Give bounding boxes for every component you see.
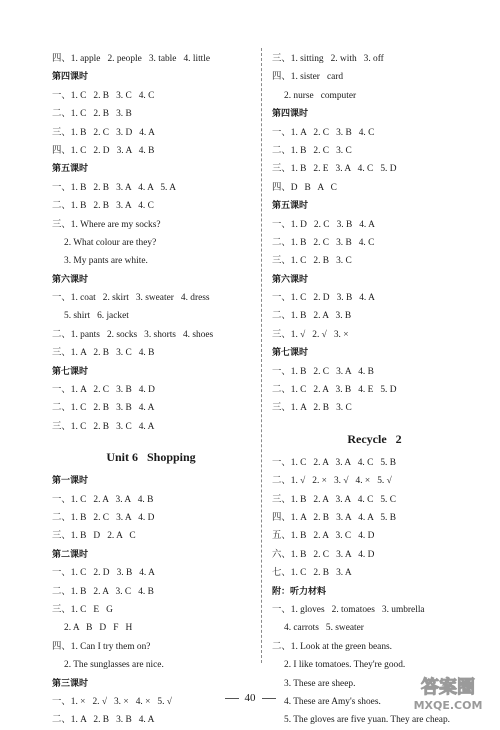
answer-line: 二、1. C 2. B 3. B 4. A bbox=[52, 403, 155, 414]
answer-line: 二、1. √ 2. × 3. √ 4. × 5. √ bbox=[272, 476, 392, 487]
answer-line: 一、1. coat 2. skirt 3. sweater 4. dress bbox=[52, 293, 210, 304]
watermark-url: MXQE.COM bbox=[413, 699, 483, 712]
answer-line: 二、1. B 2. C 3. A 4. D bbox=[52, 512, 155, 523]
answer-line: 三、1. B D 2. A C bbox=[52, 531, 136, 542]
answer-line: 三、1. B 2. E 3. A 4. C 5. D bbox=[272, 164, 397, 175]
lesson-heading: 第六课时 bbox=[52, 274, 89, 285]
answer-line: 5. shirt 6. jacket bbox=[64, 311, 129, 322]
answer-line: 二、1. B 2. A 3. B bbox=[272, 311, 352, 322]
answer-line: 4. carrots 5. sweater bbox=[284, 623, 364, 634]
answer-line: 一、1. B 2. C 3. A 4. B bbox=[272, 366, 374, 377]
answer-line: 四、D B A C bbox=[272, 182, 337, 193]
answer-line: 四、1. apple 2. people 3. table 4. little bbox=[52, 54, 211, 64]
answer-line: 二、1. B 2. A 3. C 4. B bbox=[52, 586, 154, 597]
answer-line: 3. These are sheep. bbox=[284, 678, 356, 689]
answer-line: 三、1. C 2. B 3. C 4. A bbox=[52, 421, 155, 432]
site-watermark-logo bbox=[402, 671, 494, 715]
unit-title: Recycle 2 bbox=[347, 431, 402, 446]
answer-line: 三、1. A 2. B 3. C bbox=[272, 403, 352, 414]
answer-line: 4. These are Amy's shoes. bbox=[284, 696, 381, 707]
page-number-dash-right bbox=[262, 698, 276, 699]
answer-line: 三、1. sitting 2. with 3. off bbox=[272, 54, 384, 64]
lesson-heading: 第二课时 bbox=[52, 549, 89, 560]
watermark-text: 答案圈 bbox=[421, 677, 475, 698]
answer-line: 三、1. √ 2. √ 3. × bbox=[272, 329, 349, 340]
answer-line: 二、1. Look at the green beans. bbox=[272, 641, 393, 652]
page-number-dash-left bbox=[225, 698, 239, 699]
lesson-heading: 第四课时 bbox=[52, 72, 89, 83]
answer-line: 一、1. gloves 2. tomatoes 3. umbrella bbox=[272, 604, 425, 615]
lesson-heading: 第五课时 bbox=[52, 164, 89, 175]
answer-line: 2. The sunglasses are nice. bbox=[64, 660, 164, 671]
answer-line: 一、1. B 2. B 3. A 4. A 5. A bbox=[52, 182, 176, 193]
left-answer-column bbox=[52, 50, 250, 730]
answer-line: 一、1. A 2. C 3. B 4. D bbox=[52, 385, 155, 396]
answer-line: 二、1. B 2. C 3. C bbox=[272, 145, 352, 156]
lesson-heading: 第五课时 bbox=[272, 201, 309, 212]
answer-line: 一、1. D 2. C 3. B 4. A bbox=[272, 219, 375, 230]
answer-line: 三、1. Where are my socks? bbox=[52, 219, 161, 230]
answer-line: 3. My pants are white. bbox=[64, 256, 148, 267]
answer-line: 一、1. C 2. D 3. B 4. A bbox=[52, 568, 155, 579]
answer-line: 四、1. Can I try them on? bbox=[52, 641, 151, 652]
answer-line: 三、1. B 2. A 3. A 4. C 5. C bbox=[272, 494, 396, 505]
answer-line: 一、1. C 2. A 3. A 4. B bbox=[52, 494, 154, 505]
lesson-heading: 第一课时 bbox=[52, 476, 89, 487]
answer-line: 二、1. pants 2. socks 3. shorts 4. shoes bbox=[52, 329, 214, 340]
answer-line: 一、1. × 2. √ 3. × 4. × 5. √ bbox=[52, 696, 172, 707]
answer-line: 二、1. C 2. B 3. B bbox=[52, 109, 132, 120]
answer-line: 七、1. C 2. B 3. A bbox=[272, 568, 352, 579]
answer-line: 一、1. C 2. B 3. C 4. C bbox=[52, 90, 155, 101]
answer-line: 一、1. C 2. A 3. A 4. C 5. B bbox=[272, 457, 396, 468]
answer-line: 三、1. B 2. C 3. D 4. A bbox=[52, 127, 155, 138]
answer-line: 五、1. B 2. A 3. C 4. D bbox=[272, 531, 375, 542]
answer-line: 四、1. C 2. D 3. A 4. B bbox=[52, 145, 155, 156]
lesson-heading: 第七课时 bbox=[272, 348, 309, 359]
lesson-heading: 第七课时 bbox=[52, 366, 89, 377]
unit-title: Unit 6 Shopping bbox=[106, 450, 196, 465]
answer-line: 2. I like tomatoes. They're good. bbox=[284, 660, 406, 671]
answer-line: 四、1. sister card bbox=[272, 72, 344, 83]
column-divider bbox=[261, 48, 262, 663]
answer-line: 二、1. C 2. A 3. B 4. E 5. D bbox=[272, 385, 397, 396]
answer-line: 三、1. C 2. B 3. C bbox=[272, 256, 352, 267]
page-number: 40 bbox=[244, 692, 256, 704]
answer-line: 一、1. A 2. C 3. B 4. C bbox=[272, 127, 375, 138]
lesson-heading: 附：听力材料 bbox=[272, 586, 327, 597]
answer-line: 2. A B D F H bbox=[64, 623, 133, 634]
answer-line: 二、1. B 2. B 3. A 4. C bbox=[52, 201, 154, 212]
answer-line: 5. The gloves are five yuan. They are cheap. bbox=[284, 715, 450, 726]
lesson-heading: 第三课时 bbox=[52, 678, 89, 689]
answer-line: 2. nurse computer bbox=[284, 90, 357, 101]
lesson-heading: 第六课时 bbox=[272, 274, 309, 285]
lesson-heading: 第四课时 bbox=[272, 109, 309, 120]
answer-line: 二、1. B 2. C 3. B 4. C bbox=[272, 237, 375, 248]
answer-line: 2. What colour are they? bbox=[64, 237, 157, 248]
answer-line: 四、1. A 2. B 3. A 4. A 5. B bbox=[272, 512, 396, 523]
answer-line: 二、1. A 2. B 3. B 4. A bbox=[52, 715, 155, 726]
answer-line: 三、1. A 2. B 3. C 4. B bbox=[52, 348, 155, 359]
right-answer-column bbox=[272, 50, 477, 730]
answer-line: 三、1. C E G bbox=[52, 604, 113, 615]
answer-line: 六、1. B 2. C 3. A 4. D bbox=[272, 549, 375, 560]
answer-line: 一、1. C 2. D 3. B 4. A bbox=[272, 293, 375, 304]
